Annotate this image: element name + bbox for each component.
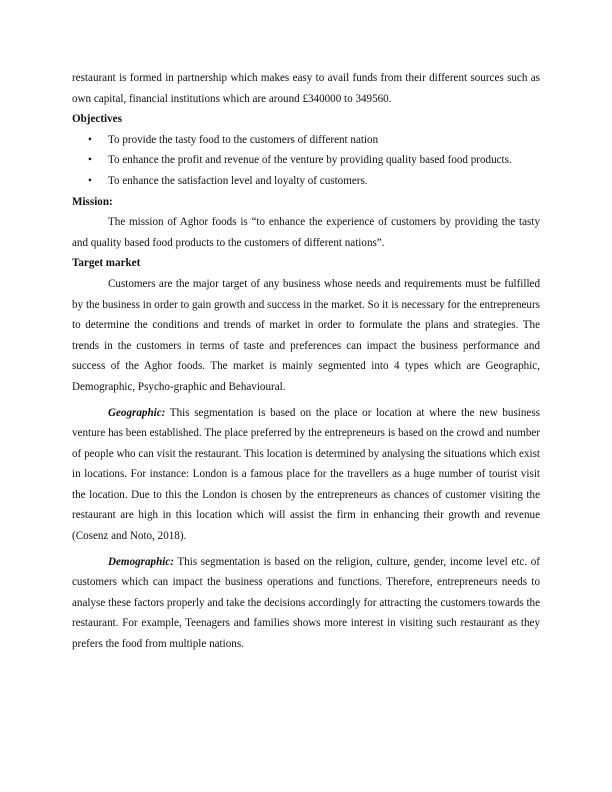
target-market-paragraph: Customers are the major target of any business whose needs and requirements must be fulfilled by the business in order to gain growth and success in the market. So it is necessary for the entrepreneurs to determine the conditions and trends of market in order to formulate the plans and strategies. The trends in the customers in terms of taste and preferences can impact the business performance and success of the Aghor foods. The market is mainly segmented into 4 types which are Geographic, Demographic, Psycho-graphic and Behavioural.: [72, 277, 540, 393]
mission-paragraph: The mission of Aghor foods is “to enhance the experience of customers by providing the tasty and quality based food products to the customers of different nations”.: [72, 216, 540, 249]
bullet-icon: •: [88, 174, 92, 187]
bullet-icon: •: [88, 133, 92, 146]
bullet-icon: •: [88, 154, 92, 167]
objectives-heading: Objectives: [72, 113, 122, 126]
objective-item: [72, 130, 540, 151]
demographic-text: This segmentation is based on the religion, culture, gender, income level etc. of customers which can impact the business operations and functions. Therefore, entrepreneurs needs to analyse these factors properly and take the decisions accordingly for attracting the customers towards the restaurant. For example, Teenagers and families shows more interest in visiting such restaurant as they prefers the food from multiple nations.: [72, 555, 540, 651]
objective-item: [72, 171, 540, 192]
geographic-text: This segmentation is based on the place or location at where the new business venture has been established. The place preferred by the entrepreneurs is based on the crowd and number of people who can visit the restaurant. This location is determined by analysing the situations which exist in locations. For instance: London is a famous place for the travellers as a huge number of tourist visit the location. Due to this the London is chosen by the entrepreneurs as chances of customer visiting the restaurant are high in this location which will assist the firm in enhancing their growth and revenue (Cosenz and Noto, 2018).: [72, 406, 540, 543]
target-market-heading: Target market: [72, 257, 141, 270]
objectives-list: [72, 130, 540, 192]
objective-text: To provide the tasty food to the customers of different nation: [108, 133, 379, 146]
geographic-paragraph: [72, 403, 540, 547]
geographic-label: Geographic:: [108, 406, 166, 419]
intro-paragraph: restaurant is formed in partnership which makes easy to avail funds from their different sources such as own capital, financial institutions which are around £340000 to 349560.: [72, 72, 540, 105]
objective-text: To enhance the satisfaction level and loyalty of customers.: [108, 174, 368, 187]
document-page: [72, 68, 540, 655]
objective-text: To enhance the profit and revenue of the venture by providing quality based food products.: [108, 154, 512, 167]
demographic-label: Demographic:: [108, 555, 174, 568]
objective-item: [72, 150, 540, 171]
demographic-paragraph: [72, 552, 540, 655]
mission-heading: Mission:: [72, 195, 113, 208]
